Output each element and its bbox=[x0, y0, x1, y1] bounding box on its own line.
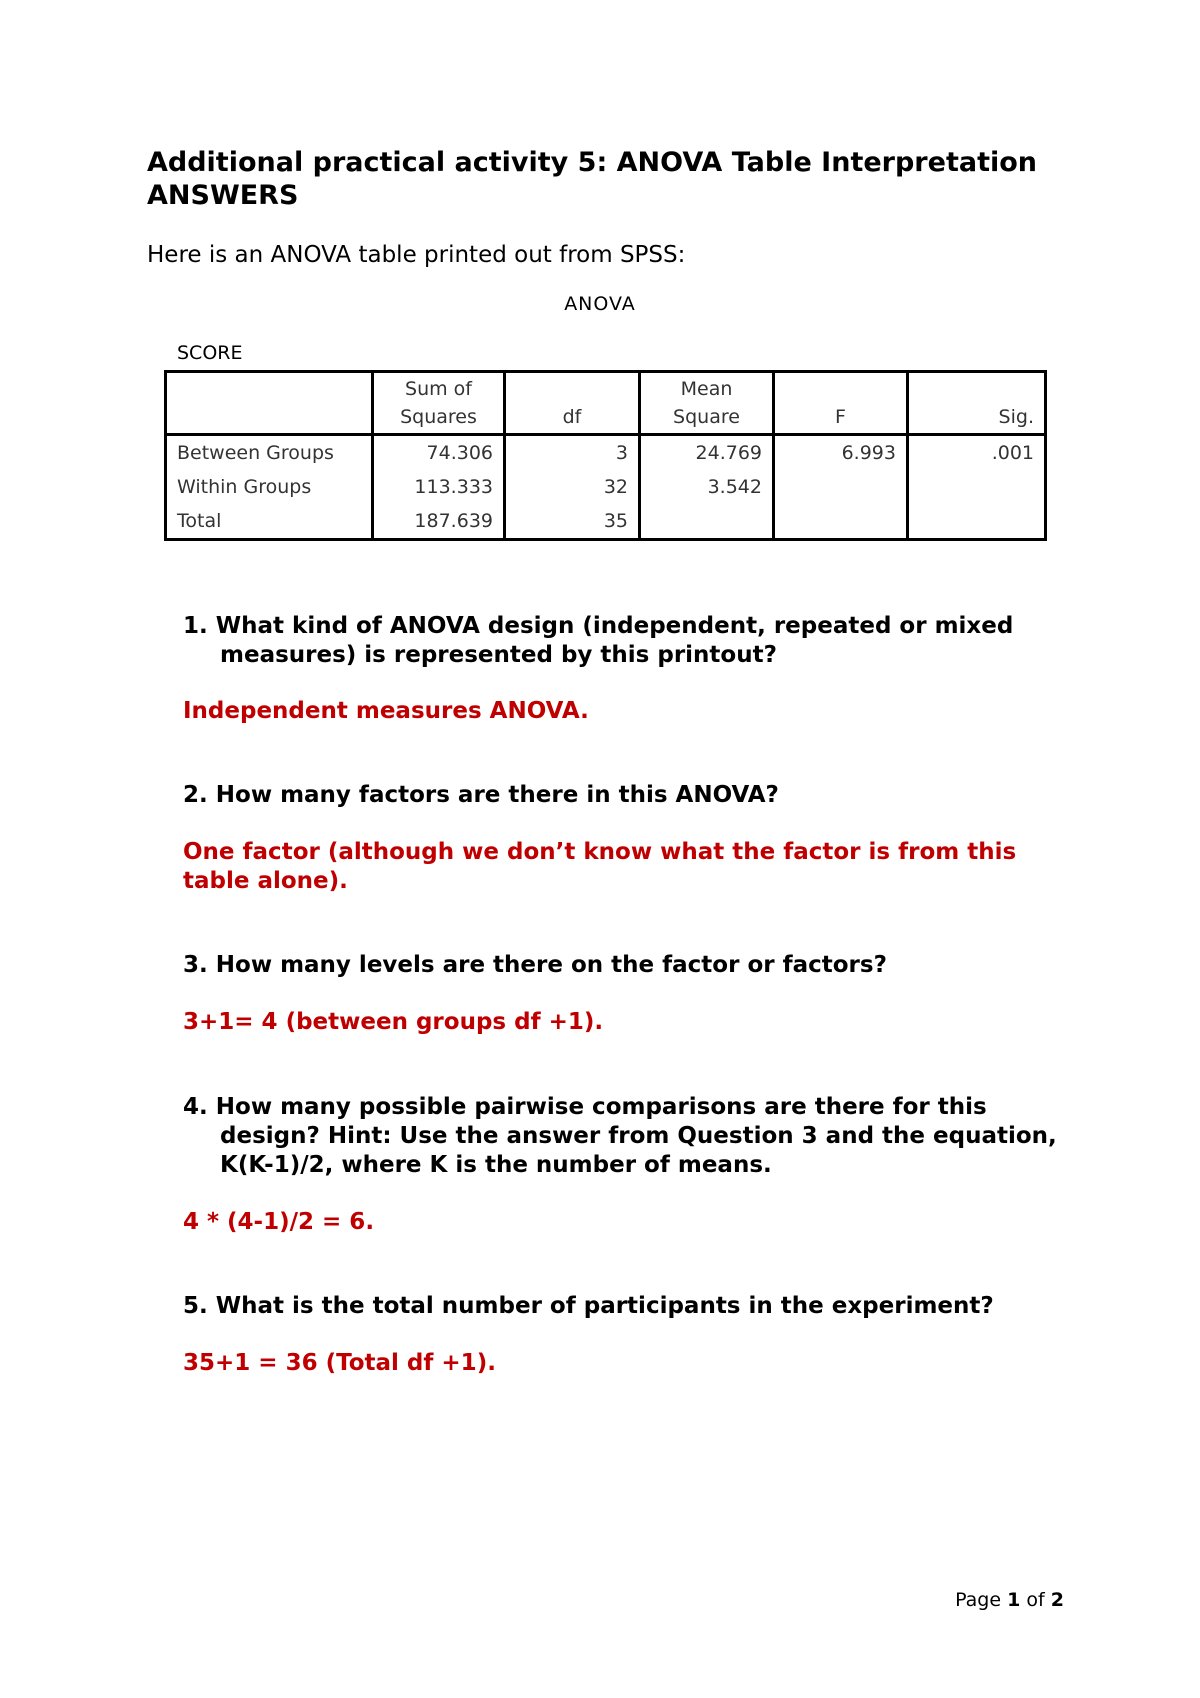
question-number: 1. bbox=[183, 613, 208, 639]
intro-text: Here is an ANOVA table printed out from SPSS: bbox=[147, 242, 686, 268]
cell-mean-square: 3.542 bbox=[640, 470, 774, 504]
row-label: Between Groups bbox=[166, 435, 373, 471]
question-4 bbox=[183, 1093, 1063, 1180]
footer-page-current: 1 bbox=[1007, 1589, 1021, 1611]
anova-table bbox=[164, 370, 1047, 541]
header-sig: Sig. bbox=[908, 372, 1046, 435]
answer-block-3 bbox=[183, 1008, 1063, 1037]
question-block-1 bbox=[183, 612, 1063, 670]
question-block-2 bbox=[183, 781, 1063, 810]
question-text: How many factors are there in this ANOVA? bbox=[215, 782, 779, 808]
cell-f: 6.993 bbox=[774, 435, 908, 471]
cell-sum-of-squares: 74.306 bbox=[373, 435, 505, 471]
header-sum-of-squares-line1: Sum of bbox=[405, 378, 472, 400]
header-df: df bbox=[505, 372, 640, 435]
dependent-variable-label: SCORE bbox=[177, 342, 243, 364]
question-number: 4. bbox=[183, 1094, 208, 1120]
answer-3: 3+1= 4 (between groups df +1). bbox=[183, 1009, 604, 1035]
question-2 bbox=[183, 781, 1063, 810]
answer-block-1 bbox=[183, 697, 1063, 726]
question-number: 5. bbox=[183, 1293, 208, 1319]
answer-5: 35+1 = 36 (Total df +1). bbox=[183, 1350, 496, 1376]
cell-df: 35 bbox=[505, 504, 640, 540]
table-row bbox=[166, 504, 1046, 540]
cell-sig bbox=[908, 504, 1046, 540]
question-3 bbox=[183, 951, 1063, 980]
question-text: What is the total number of participants in the experiment? bbox=[215, 1293, 994, 1319]
question-block-4 bbox=[183, 1093, 1063, 1180]
cell-df: 3 bbox=[505, 435, 640, 471]
header-mean-square-line1: Mean bbox=[680, 378, 733, 400]
header-sum-of-squares bbox=[373, 372, 505, 435]
question-1 bbox=[183, 612, 1063, 670]
table-row bbox=[166, 435, 1046, 471]
cell-sum-of-squares: 113.333 bbox=[373, 470, 505, 504]
header-f: F bbox=[774, 372, 908, 435]
question-text: How many levels are there on the factor or factors? bbox=[215, 952, 887, 978]
row-label: Within Groups bbox=[166, 470, 373, 504]
cell-df: 32 bbox=[505, 470, 640, 504]
footer-of-word: of bbox=[1026, 1589, 1045, 1611]
cell-f bbox=[774, 504, 908, 540]
anova-output-title: ANOVA bbox=[564, 293, 636, 315]
answer-block-2 bbox=[183, 838, 1063, 896]
answer-block-4 bbox=[183, 1208, 1063, 1237]
question-number: 2. bbox=[183, 782, 208, 808]
footer-page-word: Page bbox=[955, 1589, 1002, 1611]
cell-mean-square bbox=[640, 504, 774, 540]
header-sum-of-squares-line2: Squares bbox=[400, 406, 477, 428]
question-number: 3. bbox=[183, 952, 208, 978]
question-block-5 bbox=[183, 1292, 1063, 1321]
answer-2: One factor (although we don’t know what the factor is from this table alone). bbox=[183, 839, 1017, 894]
answer-4: 4 * (4-1)/2 = 6. bbox=[183, 1209, 375, 1235]
document-title: Additional practical activity 5: ANOVA Table Interpretation ANSWERS bbox=[147, 147, 1037, 211]
cell-mean-square: 24.769 bbox=[640, 435, 774, 471]
page-footer bbox=[955, 1588, 1064, 1612]
header-label bbox=[166, 372, 373, 435]
header-mean-square-line2: Square bbox=[673, 406, 740, 428]
question-text: How many possible pairwise comparisons are there for this design? Hint: Use the answer from Question 3 and the equation, K(K-1)/2, where K is the number of means. bbox=[215, 1094, 1057, 1178]
row-label: Total bbox=[166, 504, 373, 540]
anova-header-row bbox=[166, 372, 1046, 435]
cell-sum-of-squares: 187.639 bbox=[373, 504, 505, 540]
question-5 bbox=[183, 1292, 1063, 1321]
question-block-3 bbox=[183, 951, 1063, 980]
cell-f bbox=[774, 470, 908, 504]
table-row bbox=[166, 470, 1046, 504]
answer-1: Independent measures ANOVA. bbox=[183, 698, 589, 724]
cell-sig: .001 bbox=[908, 435, 1046, 471]
header-mean-square bbox=[640, 372, 774, 435]
cell-sig bbox=[908, 470, 1046, 504]
question-text: What kind of ANOVA design (independent, repeated or mixed measures) is represented by this printout? bbox=[215, 613, 1014, 668]
footer-page-total: 2 bbox=[1050, 1589, 1064, 1611]
answer-block-5 bbox=[183, 1349, 1063, 1378]
